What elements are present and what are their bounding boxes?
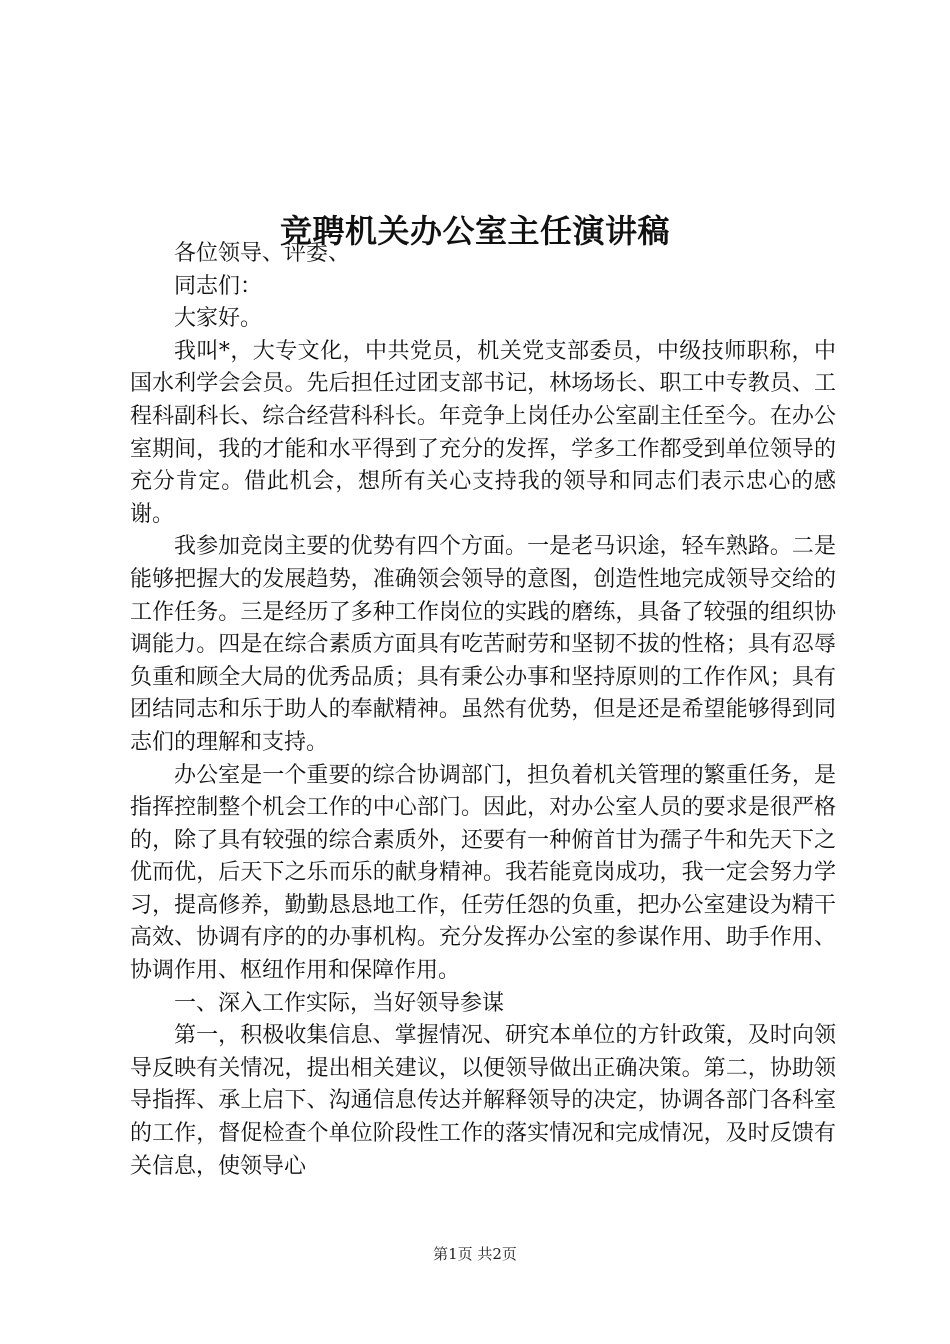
paragraph-introduction: 我叫*，大专文化，中共党员，机关党支部委员，中级技师职称，中国水利学会会员。先后担任过团支部书记，林场场长、职工中专教员、工程科副科长、综合经营科科长。年竞争上岗任办公室副主任至今。在办公室期间，我的才能和水平得到了充分的发挥，学多工作都受到单位领导的充分肯定。借此机会，想所有关心支持我的领导和同志们表示忠心的感谢。: [130, 338, 836, 527]
salutation-line-2: 同志们：: [174, 273, 263, 299]
paragraph-office-role: 办公室是一个重要的综合协调部门，担负着机关管理的繁重任务，是指挥控制整个机会工作的中心部门。因此，对办公室人员的要求是很严格的，除了具有较强的综合素质外，还要有一种俯首甘为孺子牛和先天下之优而优，后天下之乐而乐的献身精神。我若能竟岗成功，我一定会努力学习，提高修养，勤勤恳恳地工作，任劳任怨的负重，把办公室建设为精干高效、协调有序的的办事机构。充分发挥办公室的参谋作用、助手作用、协调作用、枢纽作用和保障作用。: [130, 762, 836, 984]
document-title: 竞聘机关办公室主任演讲稿: [279, 212, 670, 251]
salutation-line-1: 各位领导、评委、: [174, 241, 351, 266]
document-body: [130, 238, 836, 1183]
paragraph-advantages: 我参加竞岗主要的优势有四个方面。一是老马识途，轻车熟路。二是能够把握大的发展趋势，准确领会领导的意图，创造性地完成领导交给的工作任务。三是经历了多种工作岗位的实践的磨练，具备了较强的组织协调能力。四是在综合素质方面具有吃苦耐劳和坚韧不拔的性格；具有忍辱负重和顾全大局的优秀品质；具有秉公办事和坚持原则的工作作风；具有团结同志和乐于助人的奉献精神。虽然有优势，但是还是希望能够得到同志们的理解和支持。: [130, 534, 836, 755]
paragraph-section-1: 第一，积极收集信息、掌握情况、研究本单位的方针政策，及时向领导反映有关情况，提出相关建议，以便领导做出正确决策。第二，协助领导指挥、承上启下、沟通信息传达并解释领导的决定，协调各部门各科室的工作，督促检查个单位阶段性工作的落实情况和完成情况，及时反馈有关信息，使领导心: [130, 1023, 836, 1179]
section-heading-1: 一、深入工作实际，当好领导参谋: [174, 990, 505, 1016]
greeting-line: 大家好。: [174, 306, 263, 332]
page-footer: 第1页 共2页: [433, 1245, 517, 1263]
